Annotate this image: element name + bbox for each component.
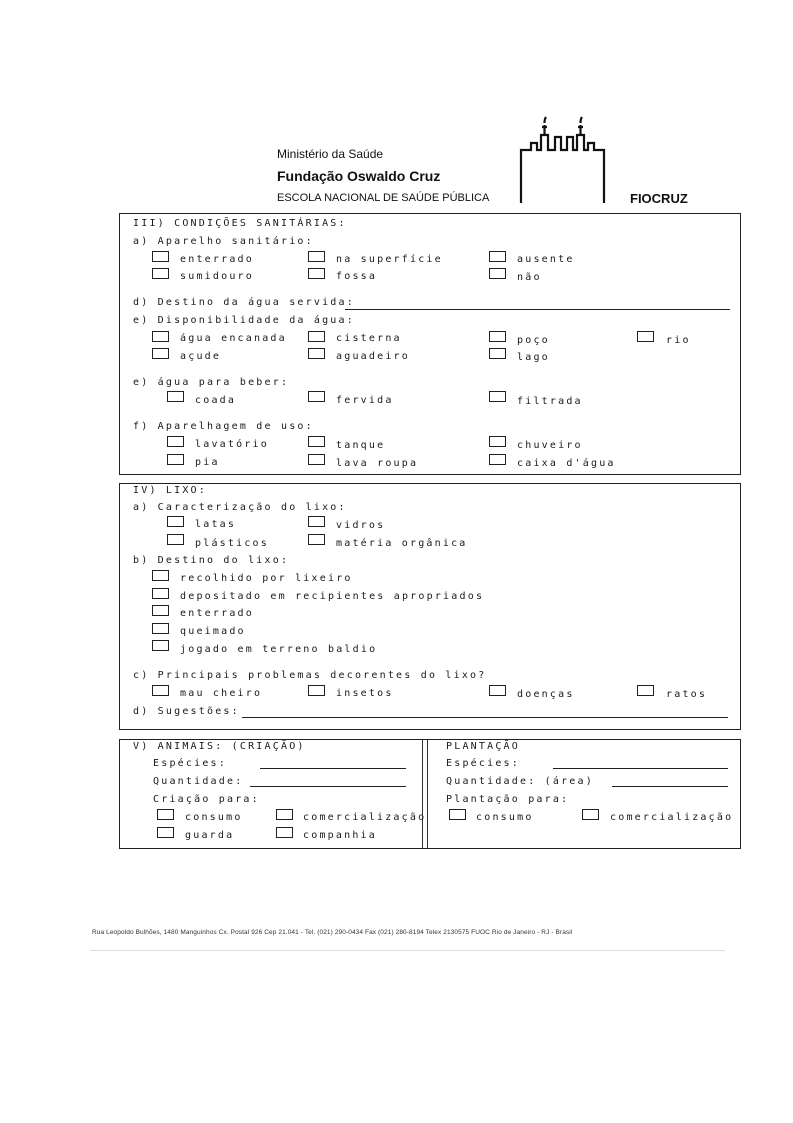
checkbox-fervida[interactable] <box>308 391 325 402</box>
label-drinking-water: e) água para beber: <box>133 377 290 388</box>
option-recolhido: recolhido por lixeiro <box>180 573 353 584</box>
checkbox-recolhido[interactable] <box>152 570 169 581</box>
section-divider <box>422 740 428 848</box>
option-cisterna: cisterna <box>336 333 402 344</box>
option-fervida: fervida <box>336 395 394 406</box>
option-agua-encanada: água encanada <box>180 333 287 344</box>
option-insetos: insetos <box>336 688 394 699</box>
checkbox-chuveiro[interactable] <box>489 436 506 447</box>
label-plant-quantity: Quantidade: (área) <box>446 776 594 787</box>
checkbox-plant-consumo[interactable] <box>449 809 466 820</box>
wastewater-destination-field[interactable] <box>345 309 730 310</box>
option-terreno-baldio: jogado em terreno baldio <box>180 644 378 655</box>
checkbox-depositado[interactable] <box>152 588 169 599</box>
checkbox-fossa[interactable] <box>308 268 325 279</box>
option-caixa-dagua: caixa d'água <box>517 458 616 469</box>
option-latas: latas <box>195 519 237 530</box>
checkbox-plant-comercializacao[interactable] <box>582 809 599 820</box>
label-garbage-characterization: a) Caracterização do lixo: <box>133 502 347 513</box>
option-nao: não <box>517 272 542 283</box>
checkbox-nao[interactable] <box>489 268 506 279</box>
suggestions-field[interactable] <box>242 717 728 718</box>
checkbox-animal-companhia[interactable] <box>276 827 293 838</box>
checkbox-cisterna[interactable] <box>308 331 325 342</box>
option-ratos: ratos <box>666 689 708 700</box>
checkbox-materia-organica[interactable] <box>308 534 325 545</box>
option-mau-cheiro: mau cheiro <box>180 688 263 699</box>
option-doencas: doenças <box>517 689 575 700</box>
label-suggestions: d) Sugestões: <box>133 706 240 717</box>
label-water-availability: e) Disponibilidade da água: <box>133 315 355 326</box>
option-plant-consumo: consumo <box>476 812 534 823</box>
ministry-label: Ministério da Saúde <box>277 147 384 161</box>
school-label: ESCOLA NACIONAL DE SAÚDE PÚBLICA <box>277 192 490 204</box>
plantation-title: PLANTAÇÃO <box>446 741 520 752</box>
checkbox-enterrado[interactable] <box>152 251 169 262</box>
option-aguadeiro: aguadeiro <box>336 351 410 362</box>
checkbox-ratos[interactable] <box>637 685 654 696</box>
checkbox-lago[interactable] <box>489 348 506 359</box>
checkbox-animal-guarda[interactable] <box>157 827 174 838</box>
label-wastewater-destination: d) Destino da água servida: <box>133 297 355 308</box>
option-pia: pia <box>195 457 220 468</box>
checkbox-vidros[interactable] <box>308 516 325 527</box>
option-depositado: depositado em recipientes apropriados <box>180 591 485 602</box>
checkbox-lixo-enterrado[interactable] <box>152 605 169 616</box>
checkbox-plasticos[interactable] <box>167 534 184 545</box>
option-fossa: fossa <box>336 271 378 282</box>
checkbox-coada[interactable] <box>167 391 184 402</box>
checkbox-latas[interactable] <box>167 516 184 527</box>
label-animal-species: Espécies: <box>153 758 227 769</box>
checkbox-mau-cheiro[interactable] <box>152 685 169 696</box>
option-lago: lago <box>517 352 550 363</box>
option-animal-companhia: companhia <box>303 830 377 841</box>
animal-species-field[interactable] <box>260 768 406 769</box>
option-filtrada: filtrada <box>517 396 583 407</box>
checkbox-aguadeiro[interactable] <box>308 348 325 359</box>
option-lava-roupa: lava roupa <box>336 458 419 469</box>
label-garbage-problems: c) Principais problemas decorentes do lixo? <box>133 670 487 681</box>
checkbox-animal-consumo[interactable] <box>157 809 174 820</box>
checkbox-filtrada[interactable] <box>489 391 506 402</box>
checkbox-na-superficie[interactable] <box>308 251 325 262</box>
checkbox-terreno-baldio[interactable] <box>152 640 169 651</box>
option-materia-organica: matéria orgânica <box>336 538 468 549</box>
label-sanitary-device: a) Aparelho sanitário: <box>133 236 314 247</box>
checkbox-agua-encanada[interactable] <box>152 331 169 342</box>
option-coada: coada <box>195 395 237 406</box>
plant-species-field[interactable] <box>553 768 728 769</box>
option-enterrado: enterrado <box>180 254 254 265</box>
option-rio: rio <box>666 335 691 346</box>
fiocruz-castle-logo-icon <box>515 115 610 205</box>
option-lavatorio: lavatório <box>195 439 269 450</box>
option-animal-consumo: consumo <box>185 812 243 823</box>
option-ausente: ausente <box>517 254 575 265</box>
checkbox-caixa-dagua[interactable] <box>489 454 506 465</box>
foundation-title: Fundação Oswaldo Cruz <box>277 168 441 184</box>
option-poco: poço <box>517 335 550 346</box>
option-animal-comercializacao: comercialização <box>303 812 427 823</box>
checkbox-rio[interactable] <box>637 331 654 342</box>
label-garbage-destination: b) Destino do lixo: <box>133 555 290 566</box>
checkbox-ausente[interactable] <box>489 251 506 262</box>
option-animal-guarda: guarda <box>185 830 235 841</box>
footer-address: Rua Leopoldo Bulhões, 1480 Manguinhos Cx. Postal 926 Cep 21.041 - Tel. (021) 290-0434 Fax (021) 280-8194 Telex 2130575 FUOC Rio de Janeiro - RJ - Brasil <box>92 929 573 936</box>
section5-title: V) ANIMAIS: (CRIAÇÃO) <box>133 741 306 752</box>
option-na-superficie: na superfície <box>336 254 443 265</box>
option-plasticos: plásticos <box>195 538 269 549</box>
option-sumidouro: sumidouro <box>180 271 254 282</box>
animal-quantity-field[interactable] <box>250 786 406 787</box>
checkbox-lavatorio[interactable] <box>167 436 184 447</box>
option-acude: açude <box>180 351 222 362</box>
section-sanitary-conditions <box>119 213 741 475</box>
checkbox-queimado[interactable] <box>152 623 169 634</box>
footer-divider <box>90 950 725 951</box>
checkbox-acude[interactable] <box>152 348 169 359</box>
label-animal-quantity: Quantidade: <box>153 776 244 787</box>
checkbox-doencas[interactable] <box>489 685 506 696</box>
checkbox-sumidouro[interactable] <box>152 268 169 279</box>
section3-title: III) CONDIÇÕES SANITÁRIAS: <box>133 218 347 229</box>
checkbox-insetos[interactable] <box>308 685 325 696</box>
checkbox-animal-comercializacao[interactable] <box>276 809 293 820</box>
checkbox-pia[interactable] <box>167 454 184 465</box>
checkbox-lava-roupa[interactable] <box>308 454 325 465</box>
option-chuveiro: chuveiro <box>517 440 583 451</box>
label-creation-for: Criação para: <box>153 794 260 805</box>
label-usage-appliances: f) Aparelhagem de uso: <box>133 421 314 432</box>
option-plant-comercializacao: comercialização <box>610 812 734 823</box>
checkbox-poco[interactable] <box>489 331 506 342</box>
label-plantation-for: Plantação para: <box>446 794 570 805</box>
option-tanque: tanque <box>336 440 386 451</box>
option-vidros: vidros <box>336 520 386 531</box>
option-queimado: queimado <box>180 626 246 637</box>
section4-title: IV) LIXO: <box>133 485 207 496</box>
option-lixo-enterrado: enterrado <box>180 608 254 619</box>
fiocruz-logo-text: FIOCRUZ <box>630 191 688 206</box>
label-plant-species: Espécies: <box>446 758 520 769</box>
plant-quantity-field[interactable] <box>612 786 728 787</box>
checkbox-tanque[interactable] <box>308 436 325 447</box>
